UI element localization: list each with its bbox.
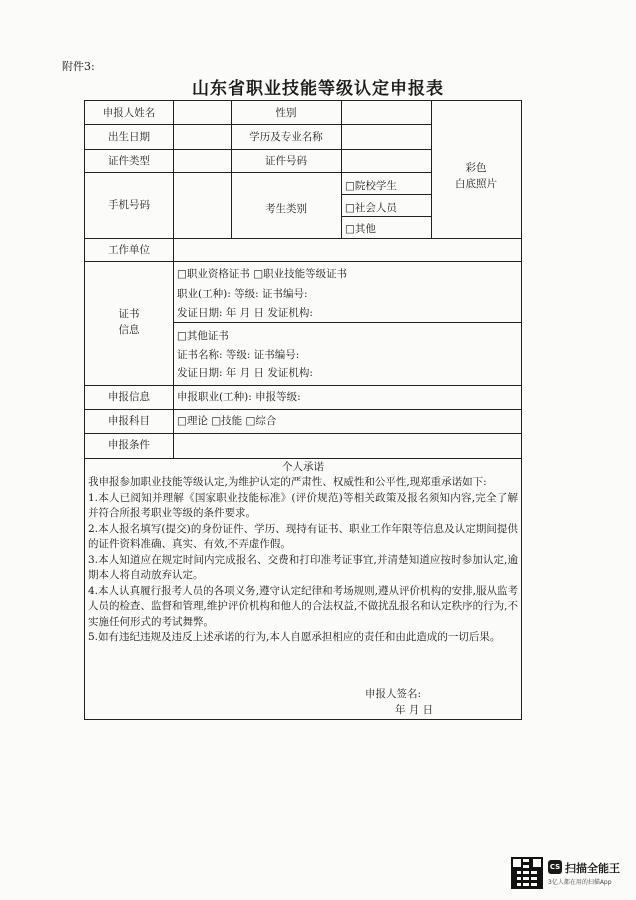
commitment-item: 1.本人已阅知并理解《国家职业技能标准》(评价规范)等相关政策及报名须知内容,完全了解并符合所报考职业等级的条件要求。: [88, 491, 518, 519]
cert-type-options[interactable]: □职业资格证书 □职业技能等级证书: [177, 268, 348, 280]
label-name: 申报人姓名: [102, 107, 156, 119]
cert-occupation-line: 职业(工种): 等级: 证书编号:: [177, 288, 308, 300]
label-cert-info: 信息: [118, 324, 140, 336]
label-apply-conditions: 申报条件: [108, 439, 150, 451]
label-education: 学历及专业名称: [249, 131, 323, 143]
row-divider: [341, 194, 431, 195]
col-divider: [341, 101, 342, 238]
photo-label: 白底照片: [455, 178, 497, 190]
col-divider: [231, 101, 232, 238]
qr-code-icon: [511, 857, 543, 889]
row-divider: [173, 322, 521, 323]
attachment-label: 附件3:: [62, 60, 95, 73]
commitment-item: 5.如有违纪违规及违反上述承诺的行为,本人自愿承担相应的责任和由此造成的一切后果。: [88, 631, 501, 643]
option-other[interactable]: □其他: [345, 223, 376, 235]
row-divider: [85, 172, 431, 173]
camscanner-logo: CS: [548, 860, 562, 874]
scanner-tagline: 3亿人都在用的扫描App: [548, 879, 612, 886]
other-cert-option[interactable]: □其他证书: [177, 330, 229, 342]
label-apply-subject: 申报科目: [108, 415, 150, 427]
form-title: 山东省职业技能等级认定申报表: [192, 79, 444, 99]
photo-label: 彩色: [465, 162, 487, 174]
commitment-item: 4.本人认真履行报考人员的各项义务,遵守认定纪律和考场规则,遵从评价机构的安排,服从监考人员的检查、监督和管理,维护评价机构和他人的合法权益,不做扰乱报名和认定秩序的行为,不实施任何形式的考试舞弊。: [88, 584, 519, 628]
other-cert-issue-line: 发证日期: 年 月 日 发证机构:: [177, 367, 313, 379]
label-id-number: 证件号码: [265, 155, 307, 167]
commitment-text: [88, 475, 518, 646]
label-candidate-type: 考生类别: [265, 203, 307, 215]
row-divider: [85, 124, 431, 125]
label-phone: 手机号码: [108, 199, 150, 211]
application-form: [84, 100, 522, 720]
signature-date: 年 月 日: [395, 704, 434, 716]
row-divider: [341, 216, 431, 217]
cert-issue-line: 发证日期: 年 月 日 发证机构:: [177, 307, 313, 319]
apply-subject-options[interactable]: □理论 □技能 □综合: [177, 415, 277, 427]
option-social-personnel[interactable]: □社会人员: [345, 202, 397, 214]
label-cert-info: 证书: [118, 308, 140, 320]
row-divider: [85, 433, 521, 434]
signature-label: 申报人签名:: [365, 688, 422, 700]
row-divider: [85, 458, 521, 459]
label-apply-info: 申报信息: [108, 391, 150, 403]
label-birth-date: 出生日期: [108, 131, 150, 143]
commitment-intro: 我申报参加职业技能等级认定,为维护认定的严肃性、权威性和公平性,现郑重承诺如下:: [88, 476, 487, 488]
option-college-student[interactable]: □院校学生: [345, 180, 397, 192]
col-divider: [173, 101, 174, 458]
row-divider: [85, 238, 521, 239]
row-divider: [85, 149, 431, 150]
label-employer: 工作单位: [108, 244, 150, 256]
commitment-item: 2.本人报名填写(提交)的身份证件、学历、现持有证书、职业工作年限等信息及认定期间提供的证件资料准确、真实、有效,不弄虚作假。: [88, 522, 518, 550]
row-divider: [85, 409, 521, 410]
row-divider: [85, 385, 521, 386]
other-cert-name-line: 证书名称: 等级: 证书编号:: [177, 349, 300, 361]
row-divider: [85, 261, 521, 262]
commitment-item: 3.本人知道应在规定时间内完成报名、交费和打印准考证事宜,并清楚知道应按时参加认定,逾期本人将自动放弃认定。: [88, 553, 518, 581]
apply-info-value: 申报职业(工种): 申报等级:: [177, 391, 301, 403]
label-gender: 性别: [275, 107, 297, 119]
label-id-type: 证件类型: [108, 155, 150, 167]
commitment-heading: 个人承诺: [282, 461, 324, 473]
scanner-brand: 扫描全能王: [565, 862, 620, 875]
